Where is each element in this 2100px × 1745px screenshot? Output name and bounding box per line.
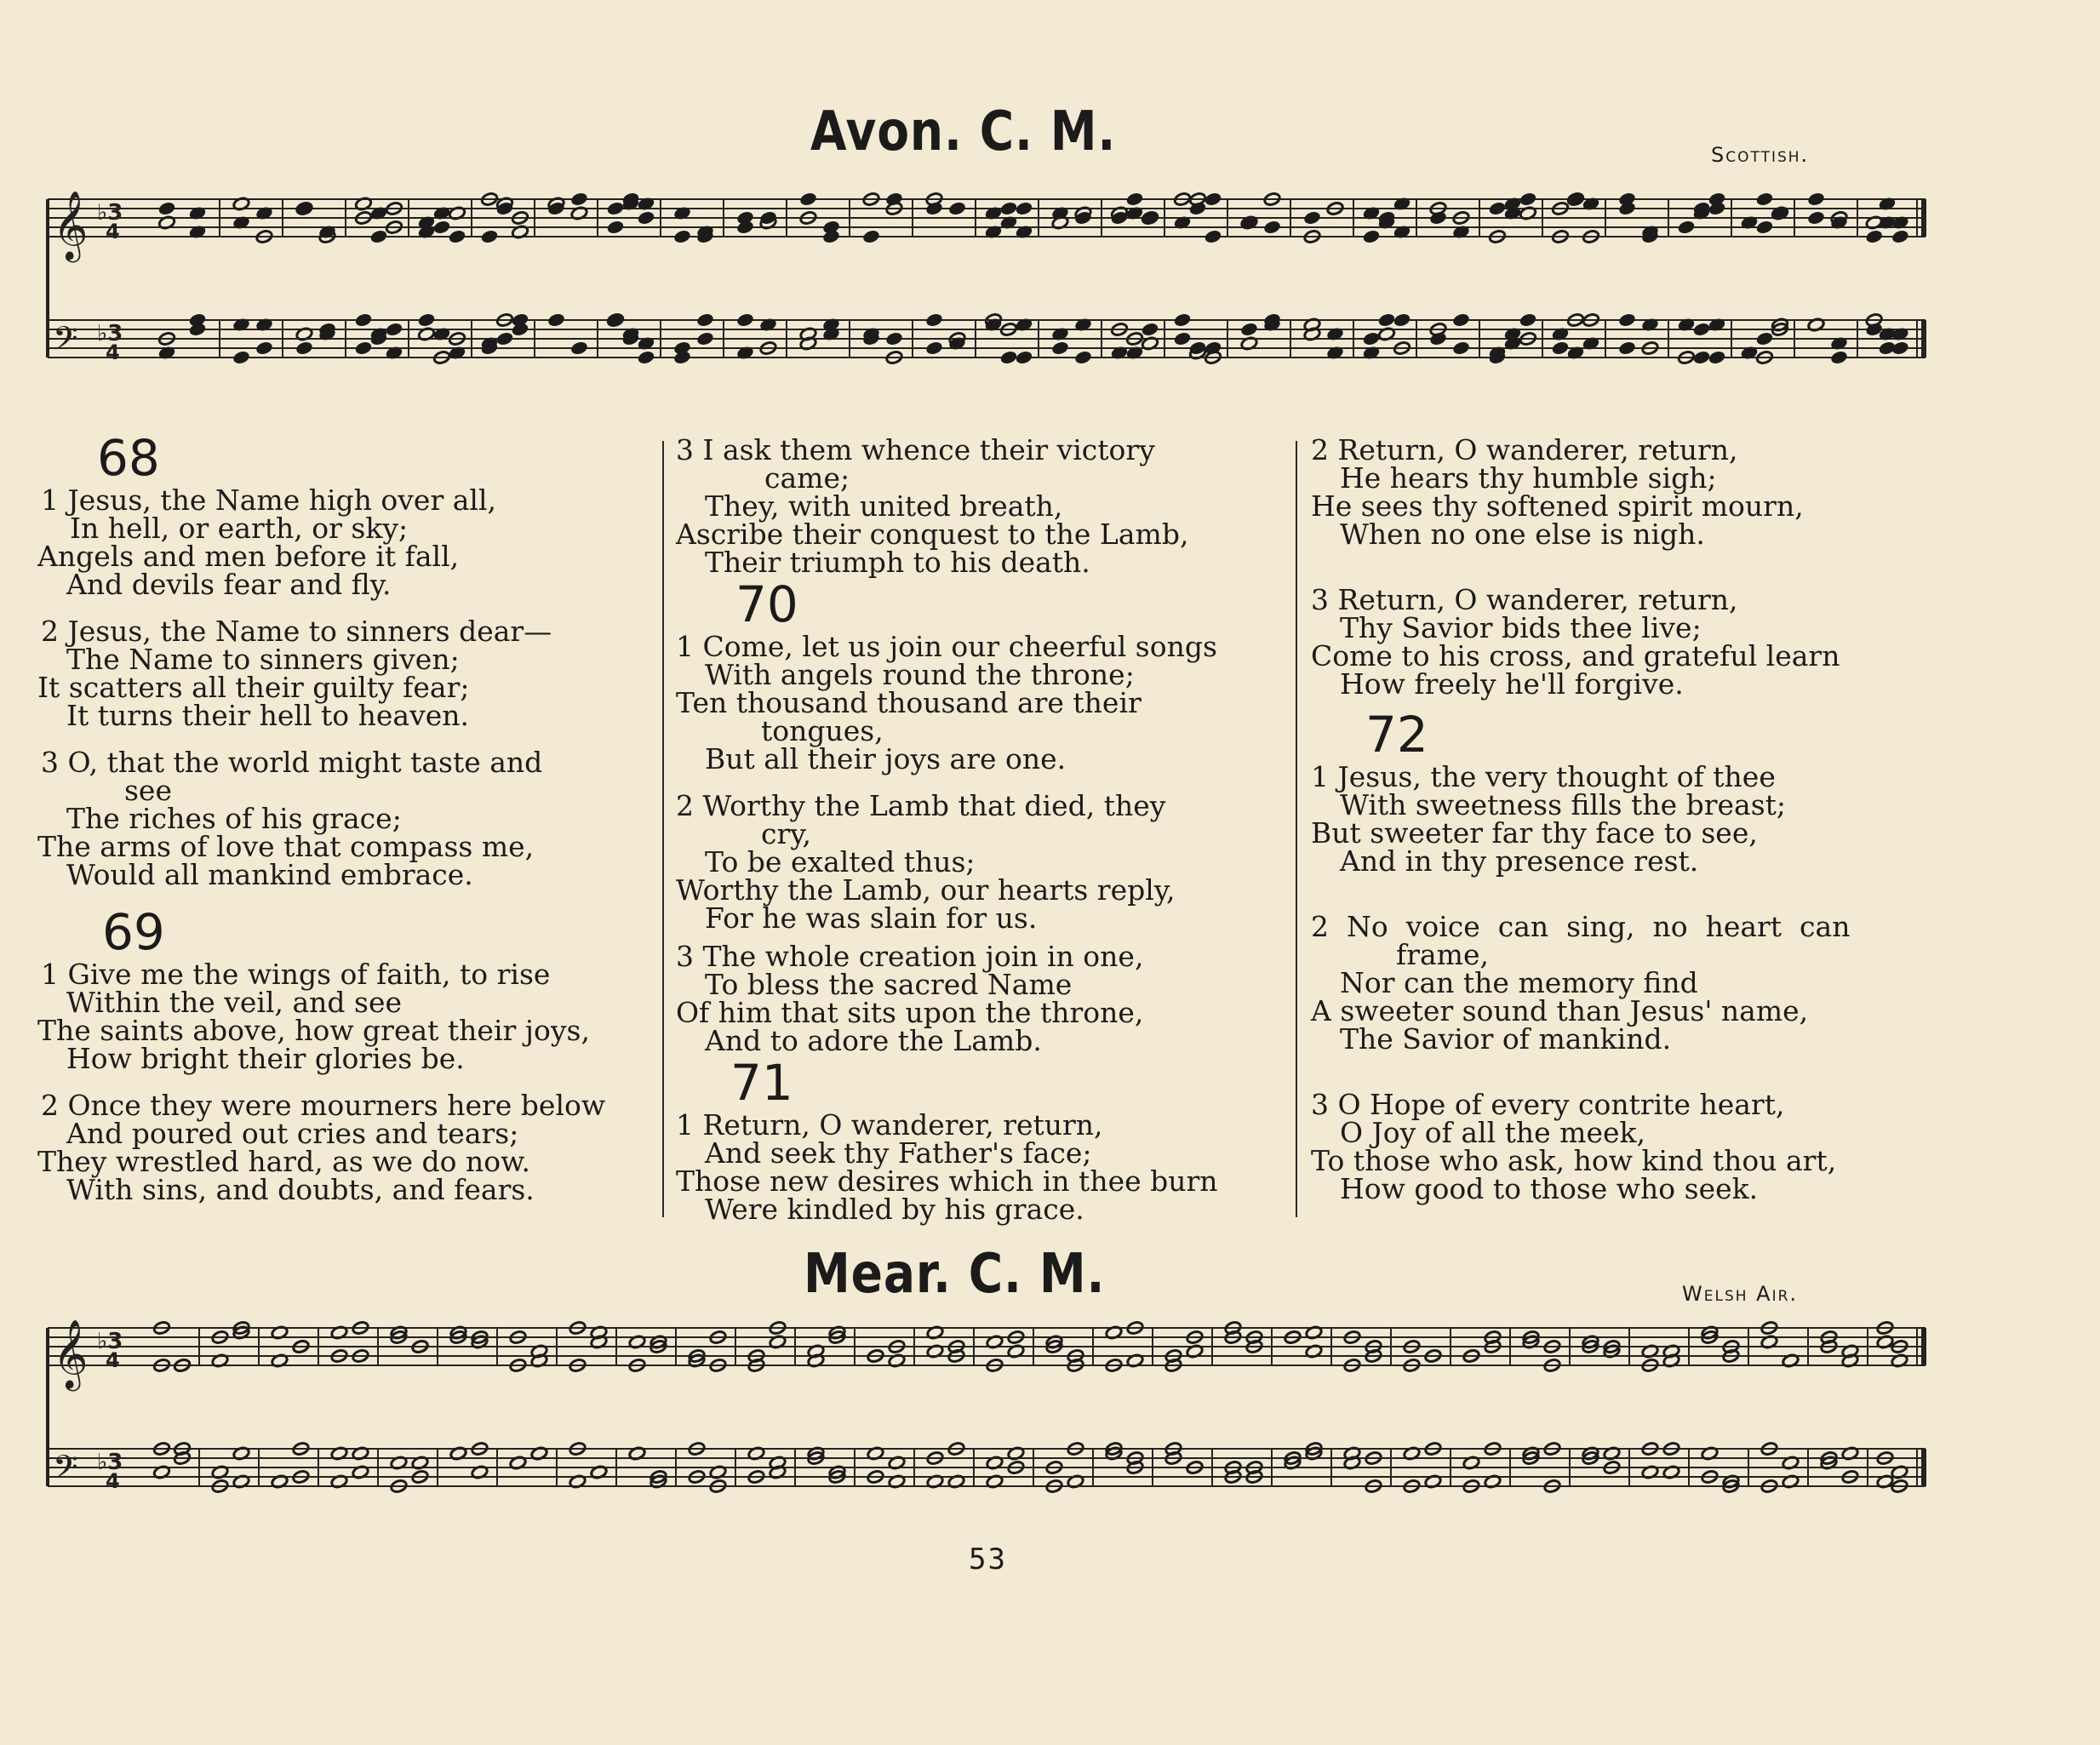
hymn-number-70: 70 (735, 575, 798, 633)
note-head (1393, 312, 1410, 327)
verse-68-3 (37, 748, 605, 889)
note-head (1015, 350, 1033, 364)
verse-line: Ascribe their conquest to the Lamb, (676, 518, 1189, 551)
key-signature-icon: ♭3 (97, 1329, 123, 1354)
verse-line: It scatters all their guilty fear; (37, 671, 470, 704)
note-head (696, 331, 714, 346)
verse-line: 2 Once they were mourners here below (41, 1089, 606, 1122)
verse-line: Worthy the Lamb, our hearts reply, (676, 873, 1176, 907)
note-head (1708, 350, 1725, 364)
note-head (295, 340, 313, 355)
text-column-1 (37, 430, 605, 1204)
note-head (1807, 210, 1825, 225)
note-head (1303, 210, 1321, 225)
note-head (495, 331, 513, 346)
verse-line: For he was slain for us. (705, 901, 1038, 935)
note-head (369, 229, 387, 243)
verse-line: When no one else is nigh. (1340, 518, 1705, 551)
note-head (432, 220, 450, 234)
note-head (925, 340, 943, 355)
verse-line: With sweetness fills the breast; (1340, 788, 1787, 821)
verse-line: They wrestled hard, as we do now. (37, 1145, 530, 1178)
verse-line: The Savior of mankind. (1340, 1022, 1672, 1056)
verse-line: With angels round the throne; (705, 658, 1135, 691)
final-bar-line (1921, 320, 1926, 358)
time-signature-icon: 4 (106, 1348, 120, 1372)
note-head (1865, 229, 1883, 243)
note-head (1755, 192, 1773, 206)
verse-line: Within the veil, and see (66, 986, 403, 1019)
verse-line: It turns their hell to heaven. (66, 699, 469, 732)
verse-line: To those who ask, how kind thou art, (1311, 1144, 1837, 1177)
verse-69-1 (37, 960, 605, 1073)
note-head (1204, 229, 1222, 243)
note-head (570, 192, 588, 206)
verse-line: Angels and men before it fall, (37, 540, 460, 573)
tune-title-mear: Mear. C. M. (804, 1243, 1106, 1306)
verse-line: 2 No voice can sing, no heart can (1311, 910, 1851, 943)
composer-mear: Welsh Air. (1682, 1282, 1799, 1306)
column-divider-2 (1296, 441, 1297, 1217)
verse-line: He sees thy softened spirit mourn, (1311, 489, 1804, 523)
note-head (637, 350, 655, 364)
note-head (673, 229, 691, 243)
note-head (1618, 312, 1636, 327)
verse-line: 1 Come, let us join our cheerful songs (676, 630, 1217, 663)
hymn-number-72: 72 (1365, 706, 1428, 764)
verse-70-2 (676, 789, 1218, 935)
verse-69-3 (676, 433, 1218, 579)
note-head (1240, 322, 1258, 336)
verse-68-2 (37, 615, 605, 732)
treble-clef-icon: 𝄞 (53, 1319, 89, 1388)
note-head (417, 312, 435, 327)
note-head (1618, 340, 1636, 355)
note-head (1830, 350, 1848, 364)
verse-line: 3 O, that the world might taste and (41, 746, 543, 779)
note-head (1677, 220, 1695, 234)
note-head (1488, 201, 1506, 215)
note-head (1263, 220, 1281, 234)
verse-line: With sins, and doubts, and fears. (66, 1173, 535, 1206)
note-head (1051, 340, 1069, 355)
verse-line: tongues, (761, 714, 884, 747)
note-head (1015, 201, 1033, 215)
verse-72-1 (1311, 760, 1850, 878)
music-score-avon (0, 0, 2100, 426)
verse-68-1 (37, 483, 605, 601)
verse-70-3 (676, 942, 1218, 1055)
verse-line: came; (764, 461, 850, 495)
note-head (1519, 312, 1536, 327)
note-head (696, 312, 714, 327)
note-head (1891, 229, 1909, 243)
verse-line: The Name to sinners given; (66, 643, 460, 676)
note-head (1551, 340, 1569, 355)
bass-clef-icon: 𝄢 (53, 1448, 78, 1494)
note-head (999, 201, 1017, 215)
time-signature-icon: 4 (106, 220, 120, 243)
treble-clef-icon: 𝄞 (53, 190, 89, 260)
verse-line: But sweeter far thy face to see, (1311, 816, 1758, 850)
note-head (1452, 312, 1470, 327)
note-head (606, 201, 624, 215)
verse-line: 3 I ask them whence their victory (676, 433, 1155, 466)
verse-line: Thy Savior bids thee live; (1340, 611, 1702, 644)
note-head (157, 201, 175, 215)
note-head (1362, 229, 1380, 243)
note-head (999, 350, 1017, 364)
verse-line: They, with united breath, (705, 489, 1063, 523)
verse-line: The saints above, how great their joys, (37, 1014, 590, 1047)
verse-line: 2 Worthy the Lamb that died, they (676, 789, 1166, 822)
verse-line: The riches of his grace; (66, 802, 402, 835)
verse-line: 2 Return, O wanderer, return, (1311, 433, 1738, 466)
page-number: 53 (969, 1542, 1007, 1576)
note-head (1452, 340, 1470, 355)
note-head (885, 331, 903, 346)
note-head (1692, 322, 1710, 336)
verse-line: The arms of love that compass me, (37, 830, 535, 863)
composer-avon: Scottish. (1711, 143, 1810, 167)
verse-line: 2 Jesus, the Name to sinners dear— (41, 615, 552, 648)
verse-line: see (124, 774, 172, 807)
note-head (1204, 192, 1222, 206)
key-signature-icon: ♭3 (97, 321, 123, 346)
note-head (1755, 220, 1773, 234)
verse-71-2 (1311, 433, 1850, 551)
note-head (1125, 192, 1143, 206)
verse-line: frame, (1396, 938, 1489, 971)
note-head (385, 322, 403, 336)
music-score-mear (0, 1294, 2100, 1549)
final-bar-line (1921, 1449, 1926, 1486)
bass-clef-icon: 𝄢 (53, 319, 78, 365)
verse-line: In hell, or earth, or sky; (70, 512, 409, 545)
verse-71-1 (676, 1108, 1218, 1226)
note-head (354, 312, 372, 327)
note-head (799, 192, 817, 206)
verse-line: To bless the sacred Name (705, 968, 1073, 1001)
final-bar-line (1921, 1328, 1926, 1365)
verse-line: cry, (761, 817, 812, 850)
time-signature-icon: 4 (106, 340, 120, 364)
verse-69-2 (37, 1091, 605, 1204)
verse-line: And in thy presence rest. (1340, 844, 1699, 878)
verse-line: Nor can the memory find (1340, 966, 1698, 999)
verse-line: Come to his cross, and grateful learn (1311, 639, 1840, 672)
verse-line: He hears thy humble sigh; (1340, 461, 1717, 495)
note-head (1377, 312, 1395, 327)
verse-line: Their triumph to his death. (705, 546, 1090, 579)
verse-line: Were kindled by his grace. (705, 1193, 1084, 1226)
verse-line: How good to those who seek. (1340, 1172, 1759, 1205)
verse-line: 1 Jesus, the Name high over all, (41, 483, 496, 517)
note-head (255, 340, 273, 355)
key-signature-icon: ♭3 (97, 200, 123, 226)
verse-line: Ten thousand thousand are their (676, 686, 1142, 719)
note-head (1173, 331, 1191, 346)
verse-line: A sweeter sound than Jesus' name, (1311, 994, 1809, 1027)
note-head (480, 229, 498, 243)
key-signature-icon: ♭3 (97, 1450, 123, 1475)
note-head (1891, 340, 1909, 355)
verse-line: Those new desires which in thee burn (676, 1164, 1218, 1198)
text-column-2 (676, 433, 1218, 1226)
verse-line: 1 Jesus, the very thought of thee (1311, 760, 1776, 793)
verse-line: And to adore the Lamb. (705, 1024, 1042, 1057)
verse-71-3 (1311, 583, 1850, 701)
note-head (547, 312, 565, 327)
verse-line: Of him that sits upon the throne, (676, 996, 1144, 1029)
verse-line: O Joy of all the meek, (1340, 1116, 1645, 1149)
final-bar-line (1921, 199, 1926, 237)
note-head (1074, 350, 1092, 364)
tune-title-avon: Avon. C. M. (810, 100, 1117, 163)
note-head (570, 340, 588, 355)
note-head (1141, 322, 1159, 336)
verse-line: 3 The whole creation join in one, (676, 940, 1144, 973)
verse-line: How bright their glories be. (66, 1042, 465, 1075)
verse-line: Would all mankind embrace. (66, 858, 473, 891)
note-head (736, 312, 754, 327)
note-head (637, 210, 655, 225)
note-head (1519, 192, 1536, 206)
hymn-number-69: 69 (102, 903, 165, 961)
verse-72-2 (1311, 910, 1851, 1056)
note-head (862, 229, 880, 243)
verse-line: 1 Return, O wanderer, return, (676, 1108, 1103, 1141)
note-head (1807, 192, 1825, 206)
verse-line: How freely he'll forgive. (1340, 667, 1684, 701)
verse-line: And devils fear and fly. (66, 568, 392, 601)
verse-line: And poured out cries and tears; (66, 1117, 519, 1150)
note-head (232, 350, 250, 364)
column-divider-1 (662, 441, 664, 1217)
hymn-number-71: 71 (730, 1054, 793, 1112)
note-head (354, 340, 372, 355)
note-head (1755, 331, 1773, 346)
verse-line: 3 O Hope of every contrite heart, (1311, 1088, 1785, 1121)
time-signature-icon: 4 (106, 1469, 120, 1493)
note-head (606, 220, 624, 234)
verse-line: But all their joys are one. (705, 742, 1067, 775)
verse-line: And seek thy Father's face; (705, 1136, 1092, 1170)
text-column-3 (1311, 433, 1851, 1205)
verse-line: 1 Give me the wings of faith, to rise (41, 958, 551, 991)
verse-line: To be exalted thus; (705, 845, 976, 878)
note-head (1362, 331, 1380, 346)
verse-72-3 (1311, 1090, 1850, 1203)
verse-70-1 (676, 632, 1218, 773)
hymn-number-68: 68 (97, 429, 160, 487)
verse-line: 3 Return, O wanderer, return, (1311, 583, 1738, 616)
note-head (1692, 350, 1710, 364)
note-head (1173, 312, 1191, 327)
note-head (925, 312, 943, 327)
note-head (448, 229, 466, 243)
note-head (948, 201, 966, 215)
